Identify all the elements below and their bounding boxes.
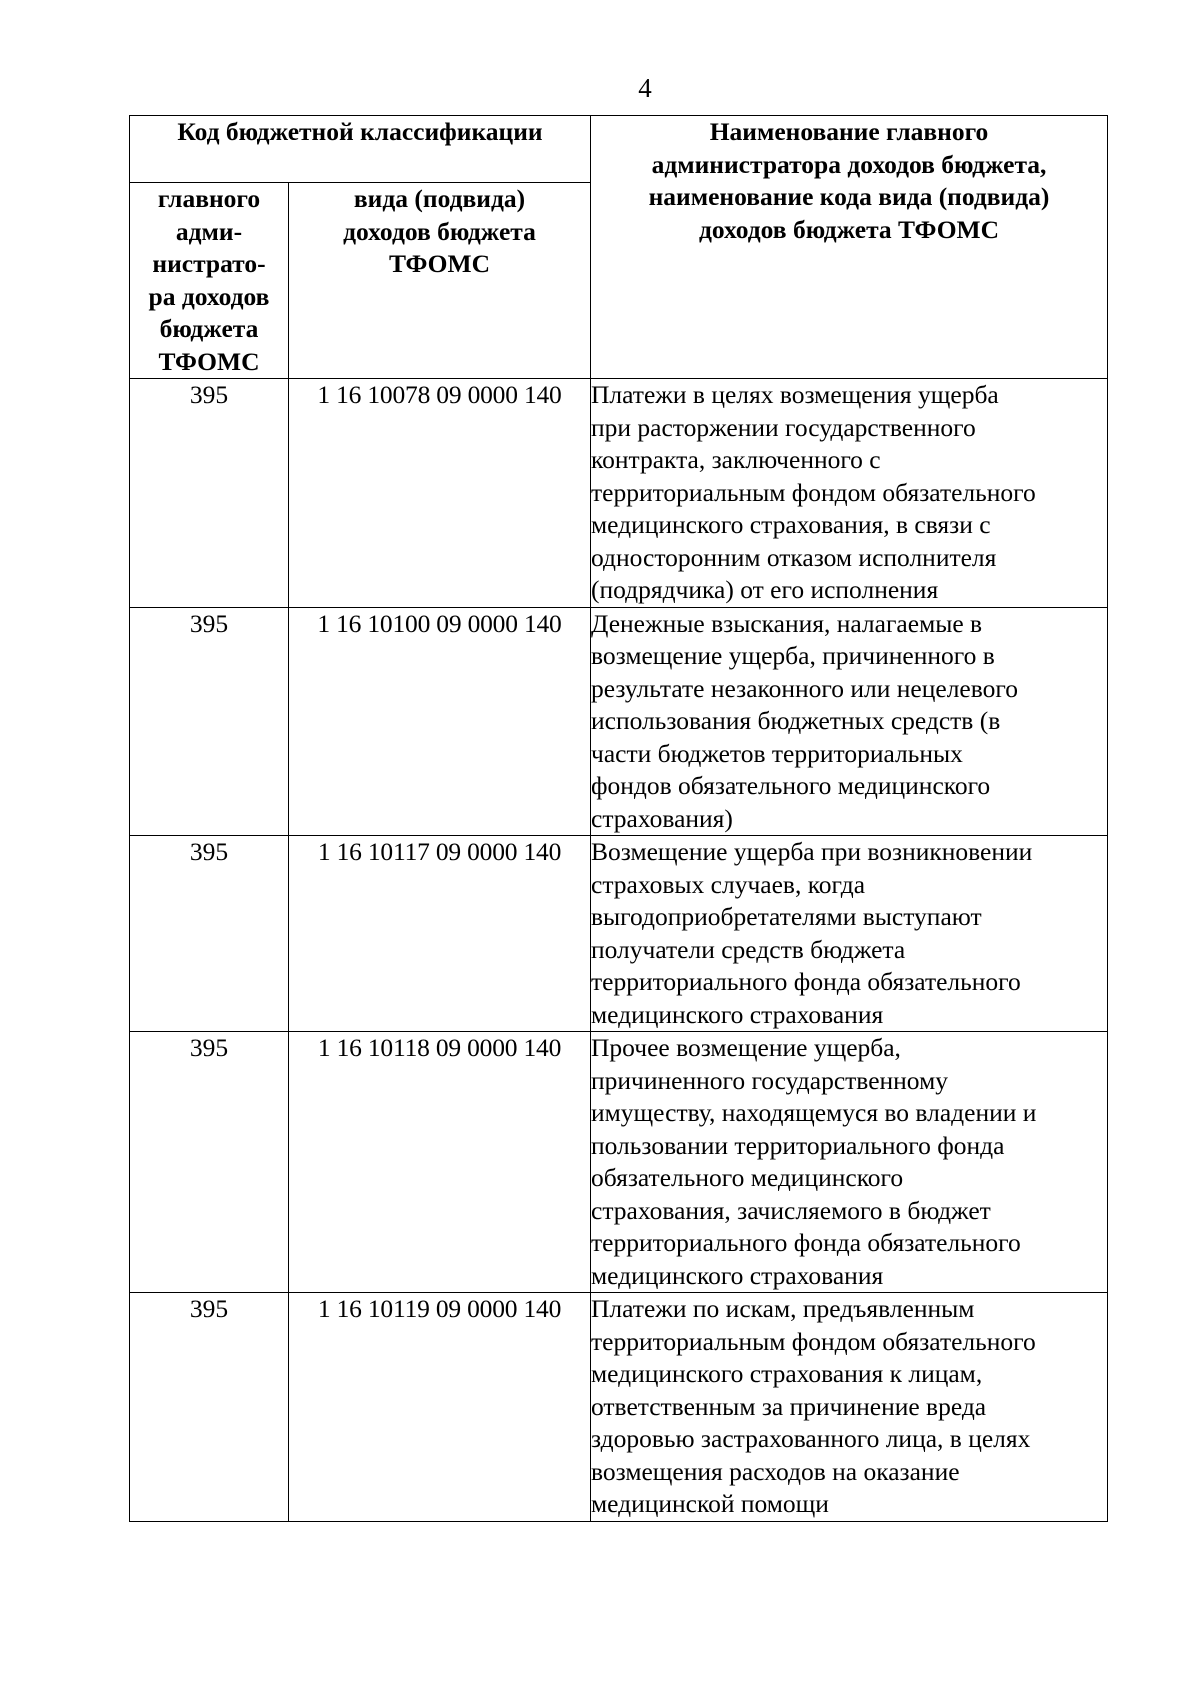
description-cell (591, 836, 1108, 1032)
description-line: Возмещение ущерба при возникновении (591, 837, 1033, 866)
header-kind-line: доходов бюджета (343, 216, 536, 246)
description-line: пользовании территориального фонда (591, 1130, 1005, 1160)
header-budget-classification-code: Код бюджетной классификации (130, 116, 591, 183)
description-line: возмещения расходов на оказание (591, 1456, 960, 1486)
description-line: медицинского страхования (591, 999, 884, 1029)
description-line: Денежные взыскания, налагаемые в (591, 608, 983, 638)
header-main-administrator (130, 183, 289, 379)
income-code-cell: 1 16 10117 09 0000 140 (289, 836, 591, 1032)
table-row (130, 607, 1108, 836)
admin-code-cell: 395 (130, 1032, 289, 1293)
description-line: ответственным за причинение вреда (591, 1391, 987, 1421)
description-line: имуществу, находящемуся во владении и (591, 1098, 1037, 1127)
admin-code-cell: 395 (130, 379, 289, 608)
description-line: медицинского страхования к лицам, (591, 1359, 983, 1388)
header-name-line: Наименование главного (709, 117, 989, 146)
description-cell (591, 607, 1108, 836)
header-administrator-name (591, 116, 1108, 379)
income-code-cell: 1 16 10118 09 0000 140 (289, 1032, 591, 1293)
description-line: использования бюджетных средств (в (591, 706, 1001, 735)
description-line: причиненного государственному (591, 1065, 948, 1095)
description-cell (591, 379, 1108, 608)
description-line: медицинской помощи (591, 1489, 829, 1518)
description-line: (подрядчика) от его исполнения (591, 575, 939, 604)
header-name-line: администратора доходов бюджета, (651, 149, 1047, 179)
description-line: страховых случаев, когда (591, 869, 866, 899)
description-line: страхования) (591, 803, 733, 833)
header-admin-line: нистрато- (152, 249, 266, 278)
description-line: Платежи по искам, предъявленным (591, 1294, 975, 1323)
description-line: медицинского страхования, в связи с (591, 510, 991, 539)
header-kind-line: ТФОМС (389, 249, 490, 278)
page-number: 4 (638, 73, 652, 103)
description-line: медицинского страхования (591, 1260, 884, 1290)
admin-code-cell: 395 (130, 1293, 289, 1522)
description-line: Прочее возмещение ущерба, (591, 1033, 901, 1062)
description-line: страхования, зачисляемого в бюджет (591, 1195, 991, 1225)
header-admin-line: бюджета (159, 314, 259, 343)
description-line: территориальным фондом обязательного (591, 1326, 1036, 1356)
header-admin-line: ра доходов (148, 281, 270, 311)
budget-classification-table (129, 115, 1108, 1522)
description-line: территориального фонда обязательного (591, 1228, 1021, 1257)
description-line: получатели средств бюджета (591, 934, 906, 964)
description-line: выгодоприобретателями выступают (591, 902, 982, 931)
description-line: при расторжении государственного (591, 412, 976, 442)
description-line: территориального фонда обязательного (591, 967, 1021, 996)
header-income-kind (289, 183, 591, 379)
table-header-row-1 (130, 116, 1108, 183)
header-name-line: наименование кода вида (подвида) (648, 182, 1050, 211)
description-line: обязательного медицинского (591, 1163, 904, 1192)
table-row (130, 1032, 1108, 1293)
description-line: здоровью застрахованного лица, в целях (591, 1424, 1031, 1453)
admin-code-cell: 395 (130, 836, 289, 1032)
income-code-cell: 1 16 10100 09 0000 140 (289, 607, 591, 836)
description-line: Платежи в целях возмещения ущерба (591, 380, 999, 409)
income-code-cell: 1 16 10119 09 0000 140 (289, 1293, 591, 1522)
table-row (130, 836, 1108, 1032)
description-line: односторонним отказом исполнителя (591, 542, 997, 572)
header-kind-line: вида (подвида) (353, 184, 526, 213)
header-name-line: доходов бюджета ТФОМС (698, 214, 1000, 244)
header-admin-line: ТФОМС (158, 346, 260, 376)
income-code-cell: 1 16 10078 09 0000 140 (289, 379, 591, 608)
description-line: возмещение ущерба, причиненного в (591, 641, 995, 670)
admin-code-cell: 395 (130, 607, 289, 836)
header-admin-line: адми- (175, 216, 243, 246)
description-line: контракта, заключенного с (591, 445, 881, 474)
description-line: территориальным фондом обязательного (591, 477, 1036, 507)
description-line: части бюджетов территориальных (591, 738, 963, 768)
description-cell (591, 1032, 1108, 1293)
description-line: результате незаконного или нецелевого (591, 673, 1018, 703)
description-line: фондов обязательного медицинского (591, 771, 991, 800)
table-row (130, 379, 1108, 608)
table-row (130, 1293, 1108, 1522)
description-cell (591, 1293, 1108, 1522)
header-admin-line: главного (157, 184, 261, 213)
